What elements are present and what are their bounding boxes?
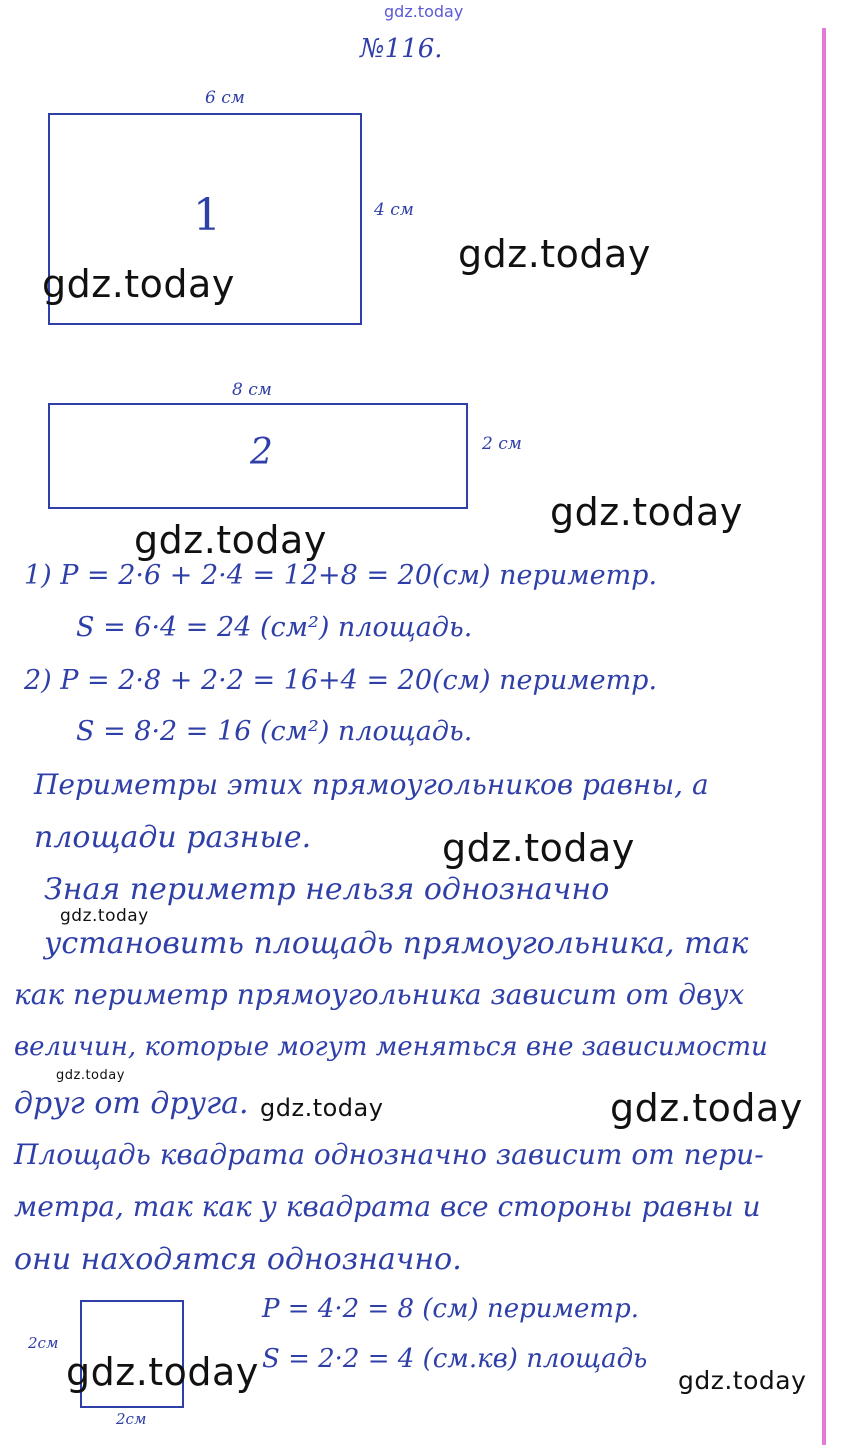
watermark: gdz.today: [134, 518, 327, 562]
watermark: gdz.today: [550, 490, 743, 534]
text-line-3: Зная периметр нельзя однозначно: [44, 872, 610, 907]
solution-line-2: S = 6·4 = 24 (см²) площадь.: [76, 612, 473, 643]
watermark: gdz.today: [458, 232, 651, 276]
square-calc-area: S = 2·2 = 4 (см.кв) площадь: [262, 1344, 648, 1374]
solution-line-1: 1) P = 2·6 + 2·4 = 12+8 = 20(см) периметр.: [24, 560, 658, 591]
watermark: gdz.today: [610, 1086, 803, 1130]
figure1-side-label: 4 см: [374, 200, 414, 220]
text-line-4: установить площадь прямоугольника, так: [44, 926, 749, 961]
square-calc-perimeter: P = 4·2 = 8 (см) периметр.: [262, 1294, 639, 1324]
text-line-5: как периметр прямоугольника зависит от двух: [14, 978, 745, 1011]
watermark: gdz.today: [42, 262, 235, 306]
figure2-side-label: 2 см: [482, 434, 522, 454]
watermark: gdz.today: [56, 1068, 125, 1083]
solution-line-3: 2) P = 2·8 + 2·2 = 16+4 = 20(см) периметр.: [24, 665, 658, 696]
text-line-2: площади разные.: [34, 820, 312, 855]
text-line-7: друг от друга.: [14, 1086, 249, 1121]
margin-line: [822, 28, 826, 1445]
text-line-1: Периметры этих прямоугольников равны, а: [34, 768, 709, 801]
figure2-top-label: 8 см: [232, 380, 272, 400]
figure1-top-label: 6 см: [205, 88, 245, 108]
watermark: gdz.today: [66, 1350, 259, 1394]
problem-number: №116.: [360, 34, 443, 64]
watermark: gdz.today: [60, 906, 149, 926]
figure1-center-label: 1: [193, 190, 221, 241]
text-line-10: они находятся однозначно.: [14, 1242, 462, 1277]
text-line-6: величин, которые могут меняться вне зависимости: [14, 1032, 768, 1062]
text-line-8: Площадь квадрата однозначно зависит от пери-: [14, 1138, 764, 1171]
text-line-9: метра, так как у квадрата все стороны равны и: [14, 1190, 761, 1223]
figure3-bottom-label: 2см: [116, 1410, 147, 1428]
watermark-top: gdz.today: [384, 2, 464, 21]
solution-line-4: S = 8·2 = 16 (см²) площадь.: [76, 716, 473, 747]
watermark: gdz.today: [260, 1094, 384, 1122]
watermark: gdz.today: [442, 826, 635, 870]
watermark: gdz.today: [678, 1366, 807, 1395]
figure2-center-label: 2: [250, 432, 273, 473]
figure3-side-label: 2см: [28, 1334, 59, 1352]
